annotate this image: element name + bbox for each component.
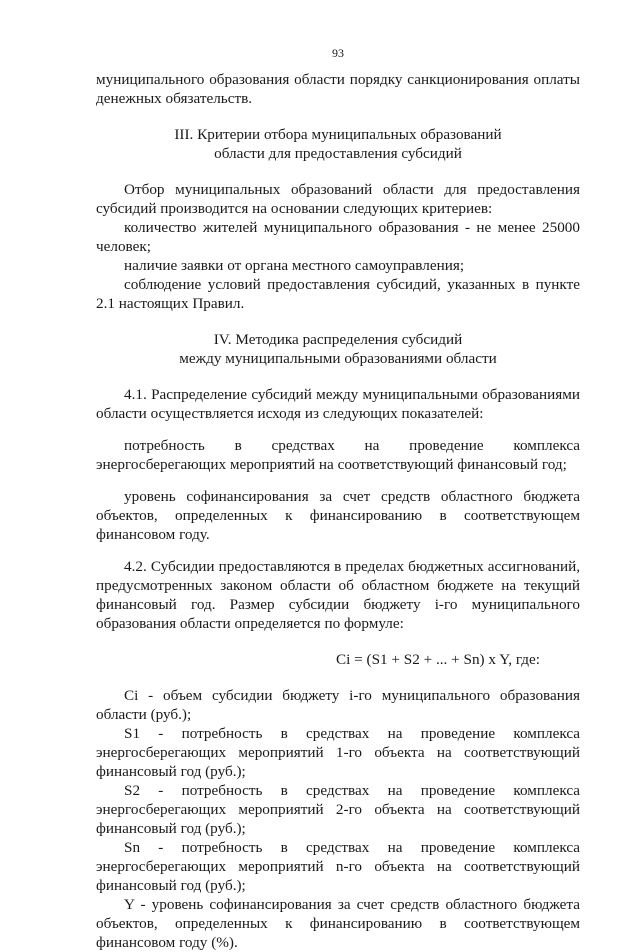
document-page <box>96 46 580 952</box>
indicator-1: потребность в средствах на проведение комплекса энергосберегающих мероприятий на соответствующий финансовый год; <box>96 437 580 473</box>
section-3-paragraph: Отбор муниципальных образований области для предоставления субсидий производится на основании следующих критериев: <box>96 181 580 217</box>
definition-item: Y - уровень софинансирования за счет средств областного бюджета объектов, определенных к финансированию в соответствующем финансовом году (%). <box>96 896 580 951</box>
definition-item: Ci - объем субсидии бюджету i-го муниципального образования области (руб.); <box>96 687 580 723</box>
section-3-title-line-1: III. Критерии отбора муниципальных образований <box>174 126 502 143</box>
section-3-criterion: количество жителей муниципального образования - не менее 25000 человек; <box>96 219 580 255</box>
definition-item: S2 - потребность в средствах на проведение комплекса энергосберегающих мероприятий 2-го объекта на соответствующий финансовый год (руб.); <box>96 782 580 837</box>
section-3-criterion: наличие заявки от органа местного самоуправления; <box>124 257 465 274</box>
section-3-title-line-2: области для предоставления субсидий <box>214 145 462 162</box>
definition-item: S1 - потребность в средствах на проведение комплекса энергосберегающих мероприятий 1-го объекта на соответствующий финансовый год (руб.); <box>96 725 580 780</box>
formula: Ci = (S1 + S2 + ... + Sn) x Y, где: <box>336 651 540 668</box>
paragraph-4-2: 4.2. Субсидии предоставляются в пределах бюджетных ассигнований, предусмотренных законом области об областном бюджете на текущий финансовый год. Размер субсидии бюджету i-го муниципального образования области определяется по формуле: <box>96 558 580 632</box>
definition-item: Sn - потребность в средствах на проведение комплекса энергосберегающих мероприятий n-го объекта на соответствующий финансовый год (руб.); <box>96 839 580 894</box>
paragraph-4-1: 4.1. Распределение субсидий между муниципальными образованиями области осуществляется исходя из следующих показателей: <box>96 386 580 422</box>
section-4-title-line-2: между муниципальными образованиями области <box>179 350 497 367</box>
indicator-2: уровень софинансирования за счет средств областного бюджета объектов, определенных к финансированию в соответствующем финансовом году. <box>96 488 580 543</box>
section-3-criterion: соблюдение условий предоставления субсидий, указанных в пункте 2.1 настоящих Правил. <box>96 276 580 312</box>
section-4-title-line-1: IV. Методика распределения субсидий <box>213 331 463 348</box>
page-number: 93 <box>332 46 344 60</box>
intro-paragraph: муниципального образования области порядку санкционирования оплаты денежных обязательств. <box>96 71 580 107</box>
